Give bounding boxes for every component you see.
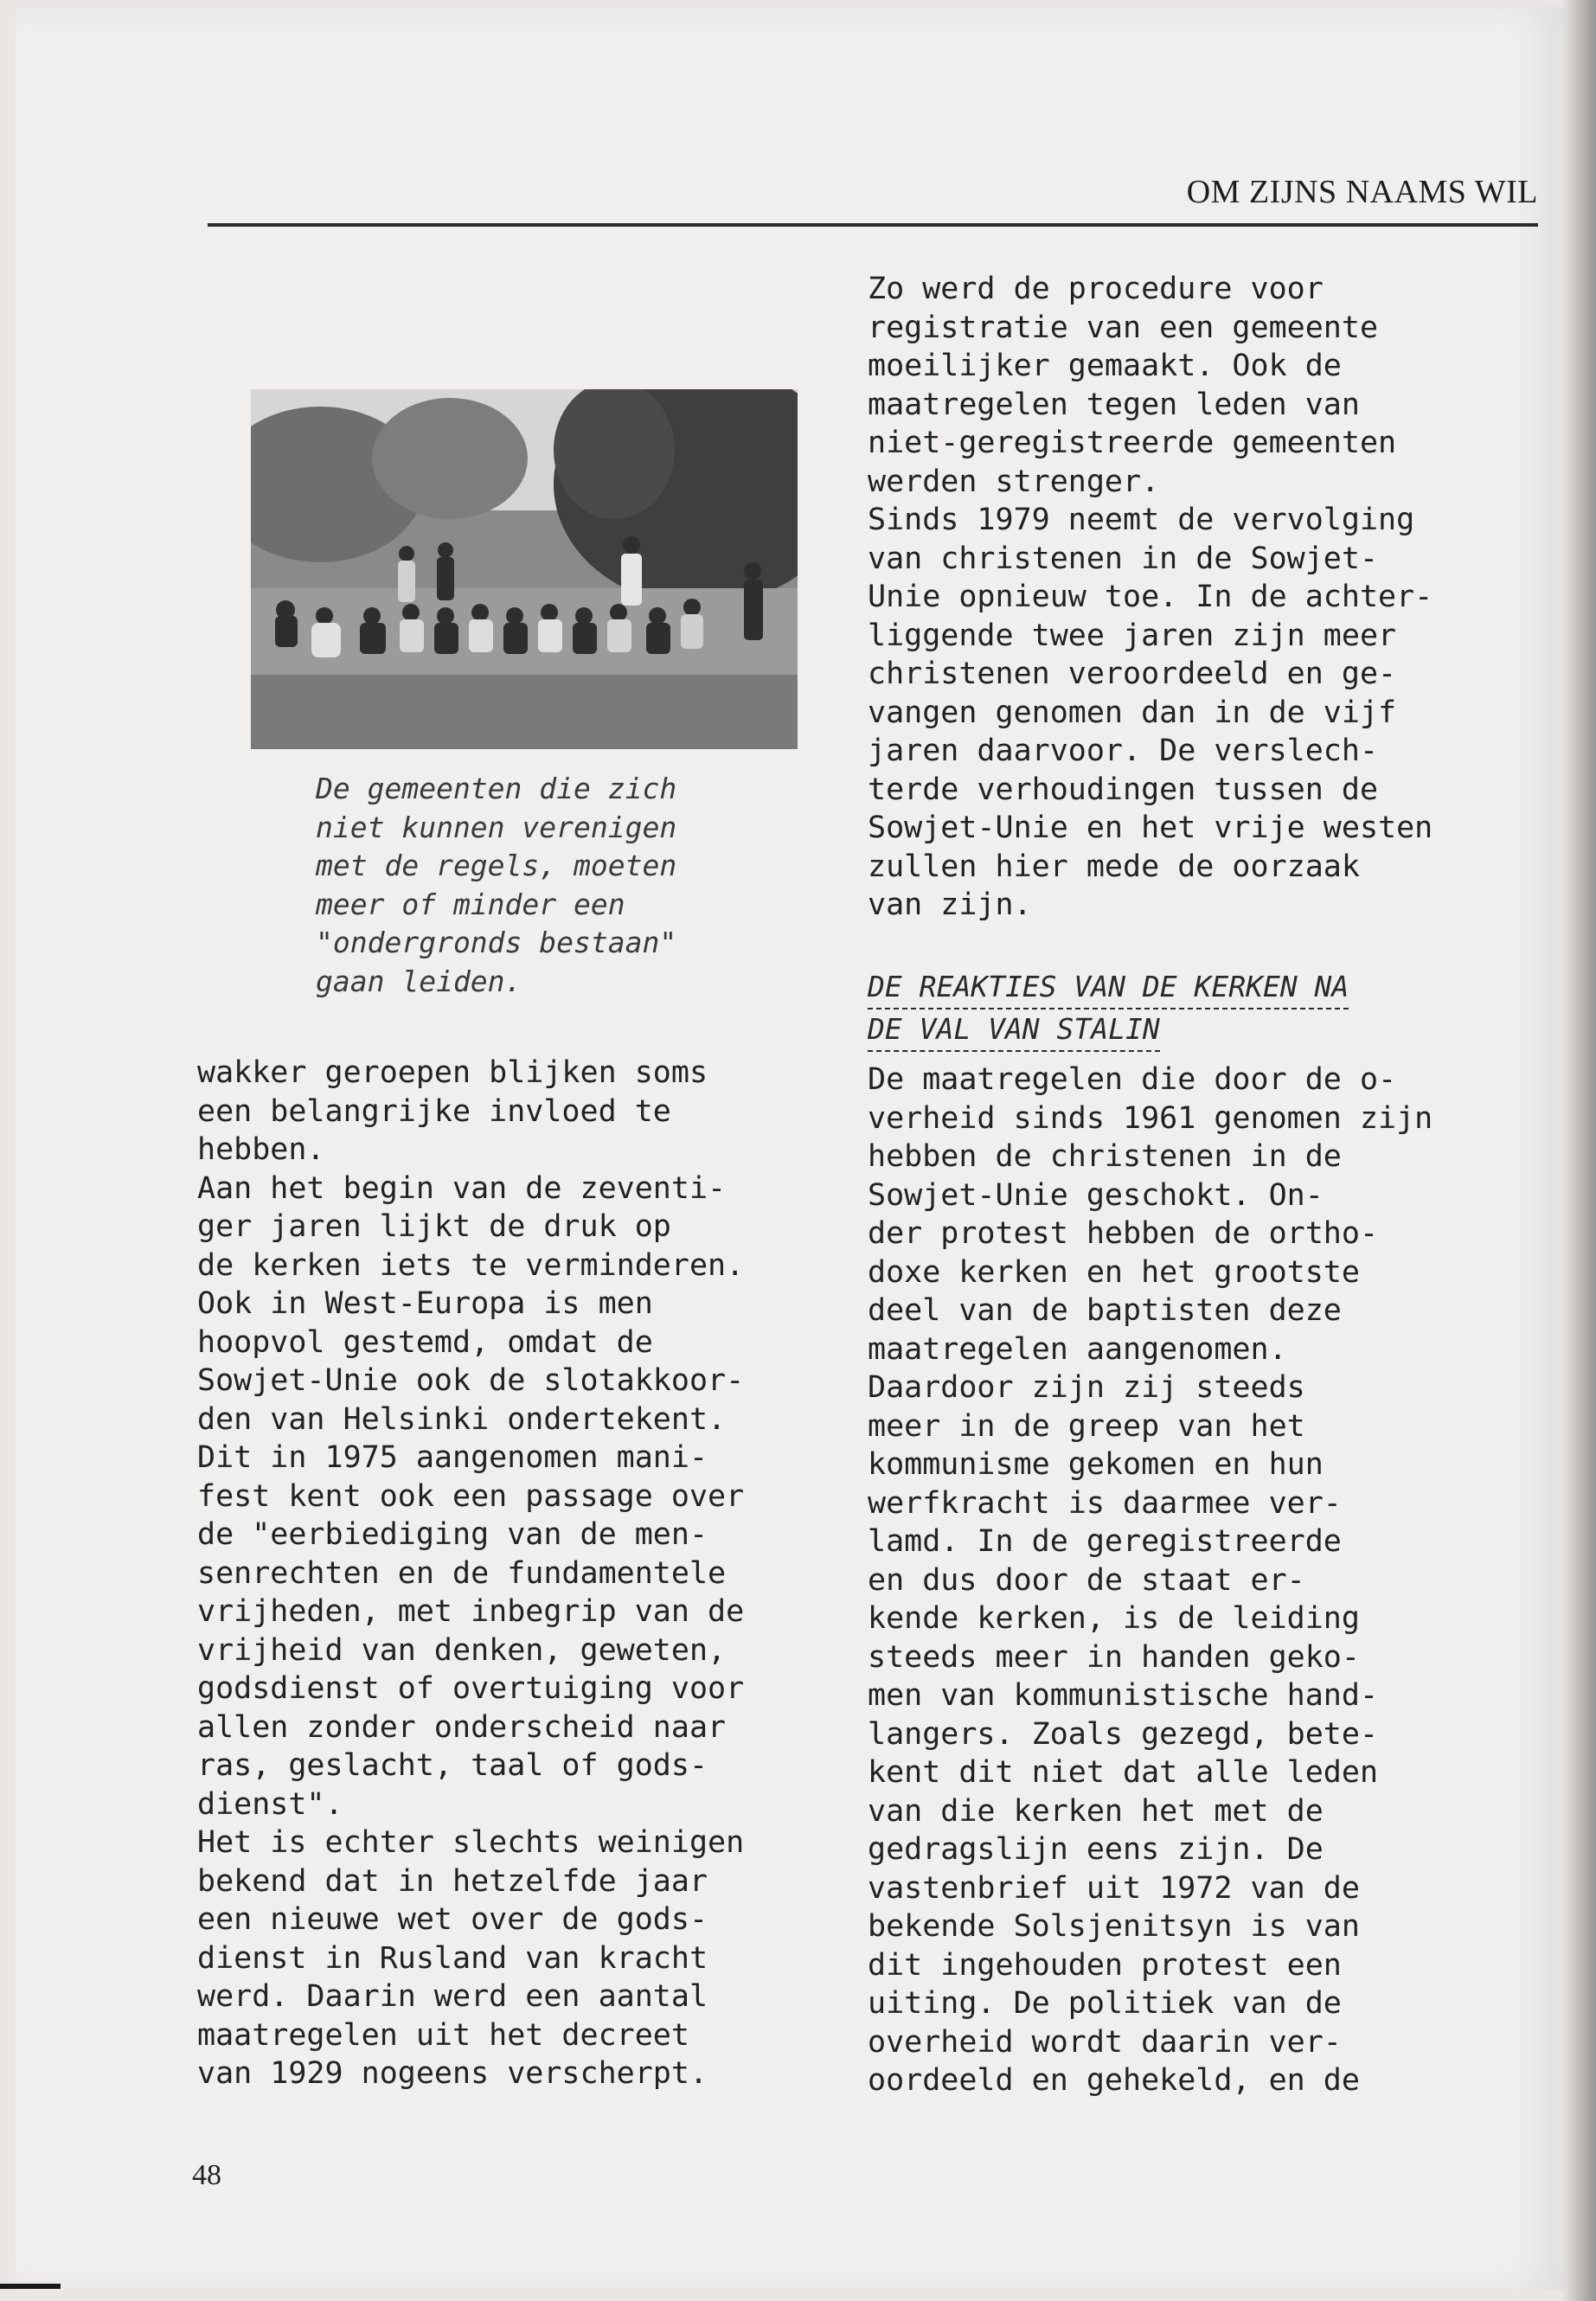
text-line: werfkracht is daarmee ver- — [868, 1485, 1342, 1521]
text-line: moeilijker gemaakt. Ook de — [868, 349, 1342, 383]
text-line: en dus door de staat er- — [868, 1562, 1305, 1598]
photo-illustration — [251, 389, 798, 749]
text-line: maatregelen uit het decreet — [197, 2017, 689, 2053]
header-rule — [208, 223, 1538, 227]
text-line: werden strenger. — [868, 464, 1160, 499]
text-line: dienst in Rusland van kracht — [197, 1940, 708, 1976]
text-line: steeds meer in handen geko- — [868, 1639, 1360, 1675]
text-line: de "eerbiediging van de men- — [197, 1517, 708, 1552]
text-line: van christenen in de Sowjet- — [868, 541, 1379, 576]
text-line: van die kerken het met de — [868, 1793, 1324, 1829]
text-line: allen zonder onderscheid naar — [197, 1709, 727, 1745]
text-line: uiting. De politiek van de — [868, 1986, 1342, 2021]
text-line: dit ingehouden protest een — [868, 1947, 1342, 1983]
text-line: maatregelen aangenomen. — [868, 1331, 1287, 1367]
text-line: gedragslijn eens zijn. De — [868, 1832, 1324, 1867]
caption-line: meer of minder een — [316, 887, 625, 921]
text-line: kommunisme gekomen en hun — [868, 1447, 1324, 1482]
text-line: den van Helsinki ondertekent. — [197, 1401, 727, 1437]
text-line: vastenbrief uit 1972 van de — [868, 1870, 1360, 1906]
text-line: christenen veroordeeld en ge- — [868, 657, 1397, 691]
text-line: Het is echter slechts weinigen — [197, 1825, 745, 1860]
text-line: Sowjet-Unie en het vrije westen — [868, 811, 1433, 845]
text-line: werd. Daarin werd een aantal — [197, 1979, 708, 2014]
text-line: langers. Zoals gezegd, bete- — [868, 1716, 1379, 1752]
running-header: OM ZIJNS NAAMS WIL — [1186, 174, 1538, 210]
text-line: hoopvol gestemd, omdat de — [197, 1324, 653, 1360]
scan-corner-mark — [0, 2284, 61, 2289]
caption-line: met de regels, moeten — [316, 849, 677, 882]
caption-line: niet kunnen verenigen — [316, 810, 677, 844]
text-line: van zijn. — [868, 888, 1032, 922]
photo-outdoor-gathering — [251, 389, 798, 749]
page-number: 48 — [192, 2159, 221, 2191]
text-line: registratie van een gemeente — [868, 310, 1379, 345]
caption-line: gaan leiden. — [316, 964, 522, 998]
text-line: ger jaren lijkt de druk op — [197, 1209, 671, 1244]
text-line: men van kommunistische hand- — [868, 1678, 1379, 1713]
text-line: niet-geregistreerde gemeenten — [868, 426, 1397, 460]
caption-line: De gemeenten die zich — [316, 772, 677, 805]
text-line: oordeeld en gehekeld, en de — [868, 2063, 1360, 2098]
text-line: zullen hier mede de oorzaak — [868, 849, 1360, 884]
section-heading-line: DE VAL VAN STALIN — [868, 1009, 1160, 1052]
text-line: de kerken iets te verminderen. — [197, 1247, 745, 1283]
text-line: Ook in West-Europa is men — [197, 1286, 653, 1321]
text-line: doxe kerken en het grootste — [868, 1254, 1360, 1290]
text-line: terde verhoudingen tussen de — [868, 772, 1379, 807]
text-line: een nieuwe wet over de gods- — [197, 1902, 708, 1937]
right-column-text-bottom — [868, 1061, 1490, 2100]
text-line: lamd. In de geregistreerde — [868, 1524, 1342, 1559]
text-line: een belangrijke invloed te — [197, 1093, 671, 1129]
text-line: deel van de baptisten deze — [868, 1293, 1342, 1328]
caption-line: "ondergronds bestaan" — [316, 926, 677, 959]
text-line: Sowjet-Unie geschokt. On- — [868, 1177, 1324, 1213]
page-edge-shadow — [1561, 0, 1596, 2301]
text-line: bekende Solsjenitsyn is van — [868, 1909, 1360, 1944]
section-heading — [868, 967, 1421, 1052]
text-line: vangen genomen dan in de vijf — [868, 695, 1397, 730]
text-line: senrechten en de fundamentele — [197, 1555, 727, 1591]
text-line: Sinds 1979 neemt de vervolging — [868, 503, 1415, 537]
text-line: liggende twee jaren zijn meer — [868, 618, 1397, 653]
text-line: Aan het begin van de zeventi- — [197, 1170, 727, 1206]
text-line: Unie opnieuw toe. In de achter- — [868, 580, 1433, 614]
text-line: Dit in 1975 aangenomen mani- — [197, 1440, 708, 1475]
text-line: kent dit niet dat alle leden — [868, 1755, 1379, 1790]
text-line: Zo werd de procedure voor — [868, 272, 1324, 306]
text-line: der protest hebben de ortho- — [868, 1216, 1379, 1251]
right-column-text-top — [868, 270, 1490, 925]
text-line: maatregelen tegen leden van — [868, 387, 1360, 422]
text-line: jaren daarvoor. De verslech- — [868, 734, 1379, 768]
section-heading-line: DE REAKTIES VAN DE KERKEN NA — [868, 967, 1349, 1009]
text-line: vrijheid van denken, geweten, — [197, 1632, 727, 1668]
text-line: meer in de greep van het — [868, 1408, 1305, 1444]
text-line: verheid sinds 1961 genomen zijn — [868, 1100, 1433, 1136]
photo-caption — [316, 770, 800, 1001]
text-line: bekend dat in hetzelfde jaar — [197, 1863, 708, 1899]
text-line: wakker geroepen blijken soms — [197, 1055, 708, 1090]
text-line: overheid wordt daarin ver- — [868, 2024, 1342, 2060]
left-column-text — [197, 1054, 820, 2093]
text-line: hebben. — [197, 1132, 325, 1167]
text-line: Sowjet-Unie ook de slotakkoor- — [197, 1363, 745, 1398]
text-line: ras, geslacht, taal of gods- — [197, 1748, 708, 1783]
text-line: vrijheden, met inbegrip van de — [197, 1594, 745, 1629]
text-line: hebben de christenen in de — [868, 1139, 1342, 1174]
text-line: dienst". — [197, 1786, 343, 1822]
text-line: fest kent ook een passage over — [197, 1478, 745, 1514]
text-line: godsdienst of overtuiging voor — [197, 1671, 745, 1706]
text-line: van 1929 nogeens verscherpt. — [197, 2056, 708, 2091]
text-line: De maatregelen die door de o- — [868, 1062, 1397, 1097]
text-line: kende kerken, is de leiding — [868, 1601, 1360, 1636]
text-line: Daardoor zijn zij steeds — [868, 1370, 1305, 1405]
